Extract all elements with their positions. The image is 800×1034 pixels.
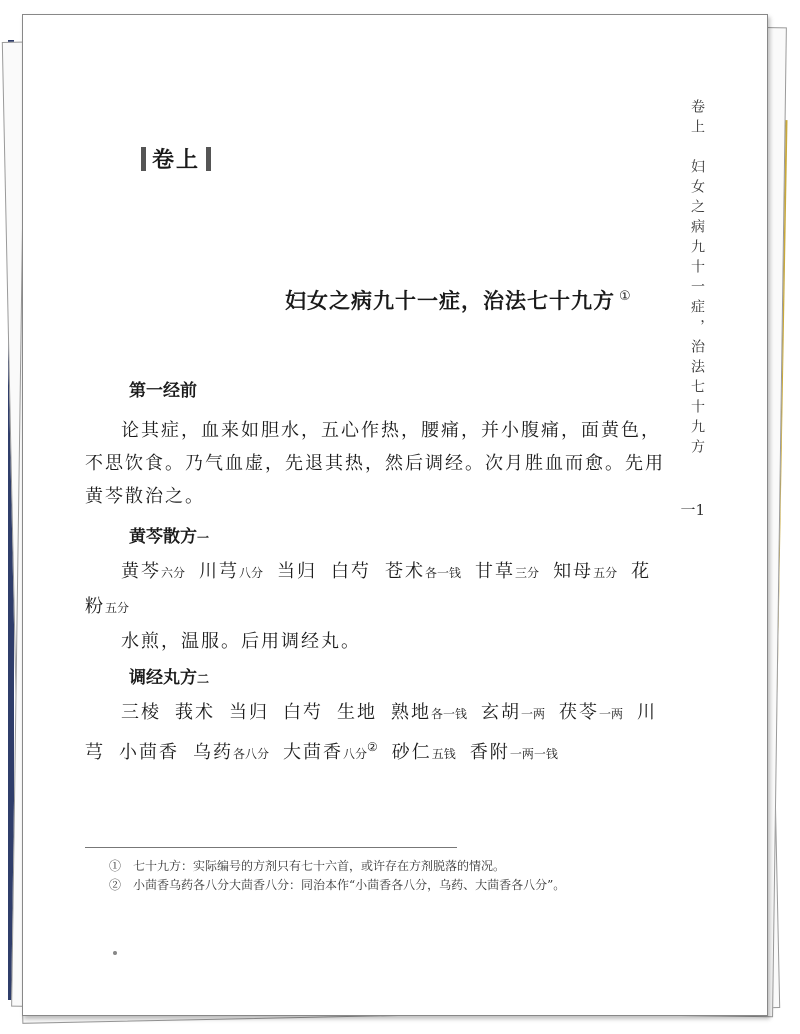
- main-text: [85, 375, 665, 771]
- recipe2-ingredients: [85, 696, 665, 771]
- ingredient-name: 三棱: [121, 702, 161, 723]
- ingredient-dose: 一两一钱: [509, 747, 558, 761]
- page-number: 一1: [680, 501, 705, 519]
- ingredient-name: 川芎: [199, 561, 240, 582]
- ingredient: [277, 561, 317, 582]
- ingredient-name: 当归: [229, 702, 269, 723]
- ingredient: [481, 702, 545, 723]
- ingredient: [392, 742, 456, 763]
- footnote-text: 七十九方：实际编号的方剂只有七十六首，或许存在方剂脱落的情况。: [133, 859, 506, 873]
- recipe1-method: 水煎，温服。后用调经丸。: [121, 631, 361, 652]
- ingredient-dose: 三分: [515, 566, 540, 580]
- ingredient-name: 当归: [277, 561, 318, 582]
- footnote-ref-1: ①: [619, 289, 632, 304]
- recipe1-ingredients: [85, 555, 665, 625]
- ingredient-dose: 八分: [239, 566, 264, 580]
- ingredient: [559, 702, 623, 723]
- ingredient-name: 茯苓: [559, 702, 600, 723]
- recipe1-title: 黄芩散方: [129, 527, 197, 547]
- ingredient-name: 知母: [553, 561, 594, 582]
- ingredient-dose: 一两: [521, 707, 546, 721]
- ingredient-name: 大茴香: [283, 742, 344, 763]
- chapter-heading: [135, 143, 217, 174]
- ingredient-dose: 五钱: [431, 747, 456, 761]
- footnote-ref: ②: [367, 740, 378, 754]
- ingredient: [283, 702, 323, 723]
- ingredient: [121, 561, 185, 582]
- book-page: [22, 14, 768, 1016]
- footnote-rule: [85, 847, 457, 848]
- recipe2-title: 调经丸方: [129, 668, 197, 688]
- ingredient: [199, 561, 263, 582]
- paragraph: 论其症，血来如胆水，五心作热，腰痛，并小腹痛，面黄色，不思饮食。乃气血虚，先退其热，然后调经。次月胜血而愈。先用黄芩散治之。: [85, 420, 665, 507]
- ingredient-name: 甘草: [475, 561, 516, 582]
- footnote-mark: ①: [109, 859, 122, 873]
- ingredient-name: 白芍: [283, 702, 323, 723]
- section-title: [285, 285, 632, 315]
- ingredient-name: 小茴香: [119, 742, 179, 763]
- ingredient: [553, 561, 617, 582]
- running-head-volume: 卷上: [689, 99, 705, 139]
- ingredient-name: 黄芩: [121, 561, 161, 582]
- chapter-bar-left: [141, 147, 146, 171]
- footnote: [85, 857, 625, 876]
- ingredient-name: 川芎: [85, 702, 658, 763]
- ingredient: [391, 702, 467, 723]
- ingredient-dose: 六分: [161, 566, 186, 580]
- ingredient-name: 香附: [469, 742, 510, 763]
- ingredient-dose: 五分: [105, 601, 130, 615]
- ingredient-name: 莪术: [175, 702, 215, 723]
- footnotes: [85, 857, 625, 895]
- ingredient-name: 白芍: [331, 561, 372, 582]
- ingredient: [283, 742, 378, 763]
- section-title-text: 妇女之病九十一症，治法七十九方: [285, 289, 615, 313]
- running-head: [687, 99, 707, 459]
- recipe-title: [129, 662, 665, 696]
- chapter-title: 卷上: [152, 148, 201, 173]
- ingredient: [385, 561, 461, 582]
- ingredient: [331, 561, 371, 582]
- ingredient-name: 生地: [337, 702, 377, 723]
- ingredient-dose: 各一钱: [425, 566, 462, 580]
- recipe-title: [129, 521, 665, 555]
- ingredient-dose: 各八分: [233, 747, 270, 761]
- ingredient: [193, 742, 269, 763]
- ingredient-name: 乌药: [193, 742, 233, 763]
- ingredient-dose: 八分: [343, 747, 368, 761]
- ingredient-dose: 一两: [599, 707, 624, 721]
- ingredient: [119, 742, 179, 763]
- ingredient: [470, 742, 558, 763]
- footnote-mark: ②: [109, 878, 122, 892]
- subsection-title: 第一经前: [129, 381, 197, 401]
- running-head-title: 妇女之病九十一症，治法七十九方: [689, 159, 705, 459]
- recipe1-number: 一: [197, 531, 210, 545]
- recipe2-number: 二: [197, 672, 210, 686]
- ingredient: [337, 702, 377, 723]
- ingredient-dose: 五分: [593, 566, 618, 580]
- ingredient: [229, 702, 269, 723]
- footnote: [85, 876, 625, 895]
- ingredient: [121, 702, 161, 723]
- ingredient-name: 熟地: [391, 702, 431, 723]
- ingredient-name: 玄胡: [481, 702, 522, 723]
- ingredient-dose: 各一钱: [431, 707, 468, 721]
- page-speck: [113, 951, 117, 955]
- ingredient-name: 砂仁: [391, 742, 432, 763]
- ingredient: [475, 561, 539, 582]
- chapter-bar-right: [206, 147, 211, 171]
- footnote-text: 小茴香乌药各八分大茴香八分：同治本作“小茴香各八分，乌药、大茴香各八分”。: [133, 878, 566, 892]
- ingredient: [175, 702, 215, 723]
- ingredient-name: 苍术: [385, 561, 426, 582]
- ingredient-name: 花粉: [85, 561, 652, 617]
